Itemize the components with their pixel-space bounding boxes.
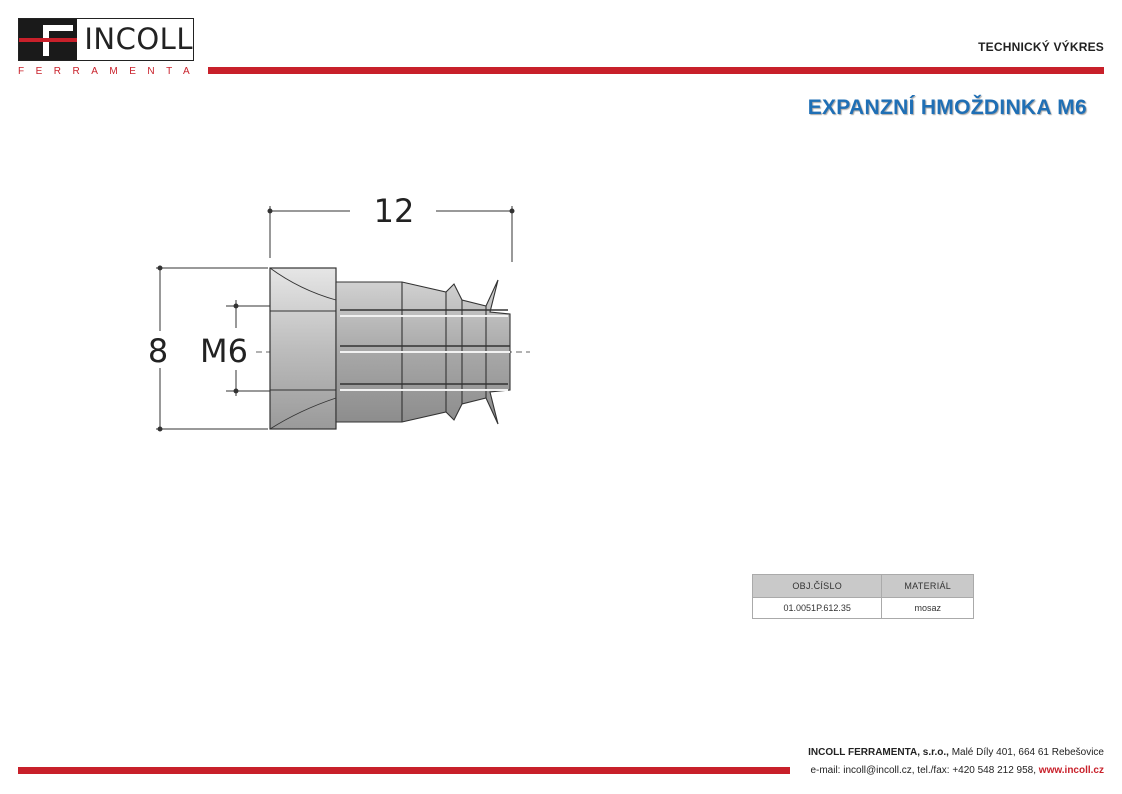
technical-drawing	[140, 180, 540, 450]
page-title: EXPANZNÍ HMOŽDINKA M6	[807, 96, 1087, 119]
company-logo	[18, 18, 194, 61]
dimension-height-label: 8	[147, 332, 169, 370]
footer-contact	[810, 765, 1104, 776]
material-cell: mosaz	[882, 598, 974, 619]
footer-divider	[18, 767, 790, 774]
footer-website-link[interactable]: www.incoll.cz	[1038, 765, 1104, 776]
logo-subtitle: FERRAMENTA	[18, 66, 202, 77]
document-type-label: TECHNICKÝ VÝKRES	[978, 40, 1104, 54]
header-order-number: OBJ.ČÍSLO	[753, 575, 882, 598]
hex-head	[270, 268, 336, 429]
order-number-cell: 01.0051P.612.35	[753, 598, 882, 619]
spec-table	[752, 574, 974, 619]
table-row	[753, 598, 974, 619]
logo-f-mark-icon	[19, 19, 76, 60]
footer-contact-details: e-mail: incoll@incoll.cz, tel./fax: +420 548 212 958,	[810, 765, 1037, 776]
dimension-length-label: 12	[373, 192, 415, 230]
header-material: MATERIÁL	[882, 575, 974, 598]
footer-company	[808, 747, 1104, 758]
footer-address: Malé Díly 401, 664 61 Rebešovice	[951, 747, 1104, 758]
dimension-thread-label: M6	[200, 332, 248, 370]
expansion-sleeve	[336, 280, 510, 424]
spec-table-header-row	[753, 575, 974, 598]
logo-wordmark: INCOLL	[84, 22, 193, 56]
footer-company-name: INCOLL FERRAMENTA, s.r.o.,	[808, 747, 949, 758]
header-divider	[208, 67, 1104, 74]
